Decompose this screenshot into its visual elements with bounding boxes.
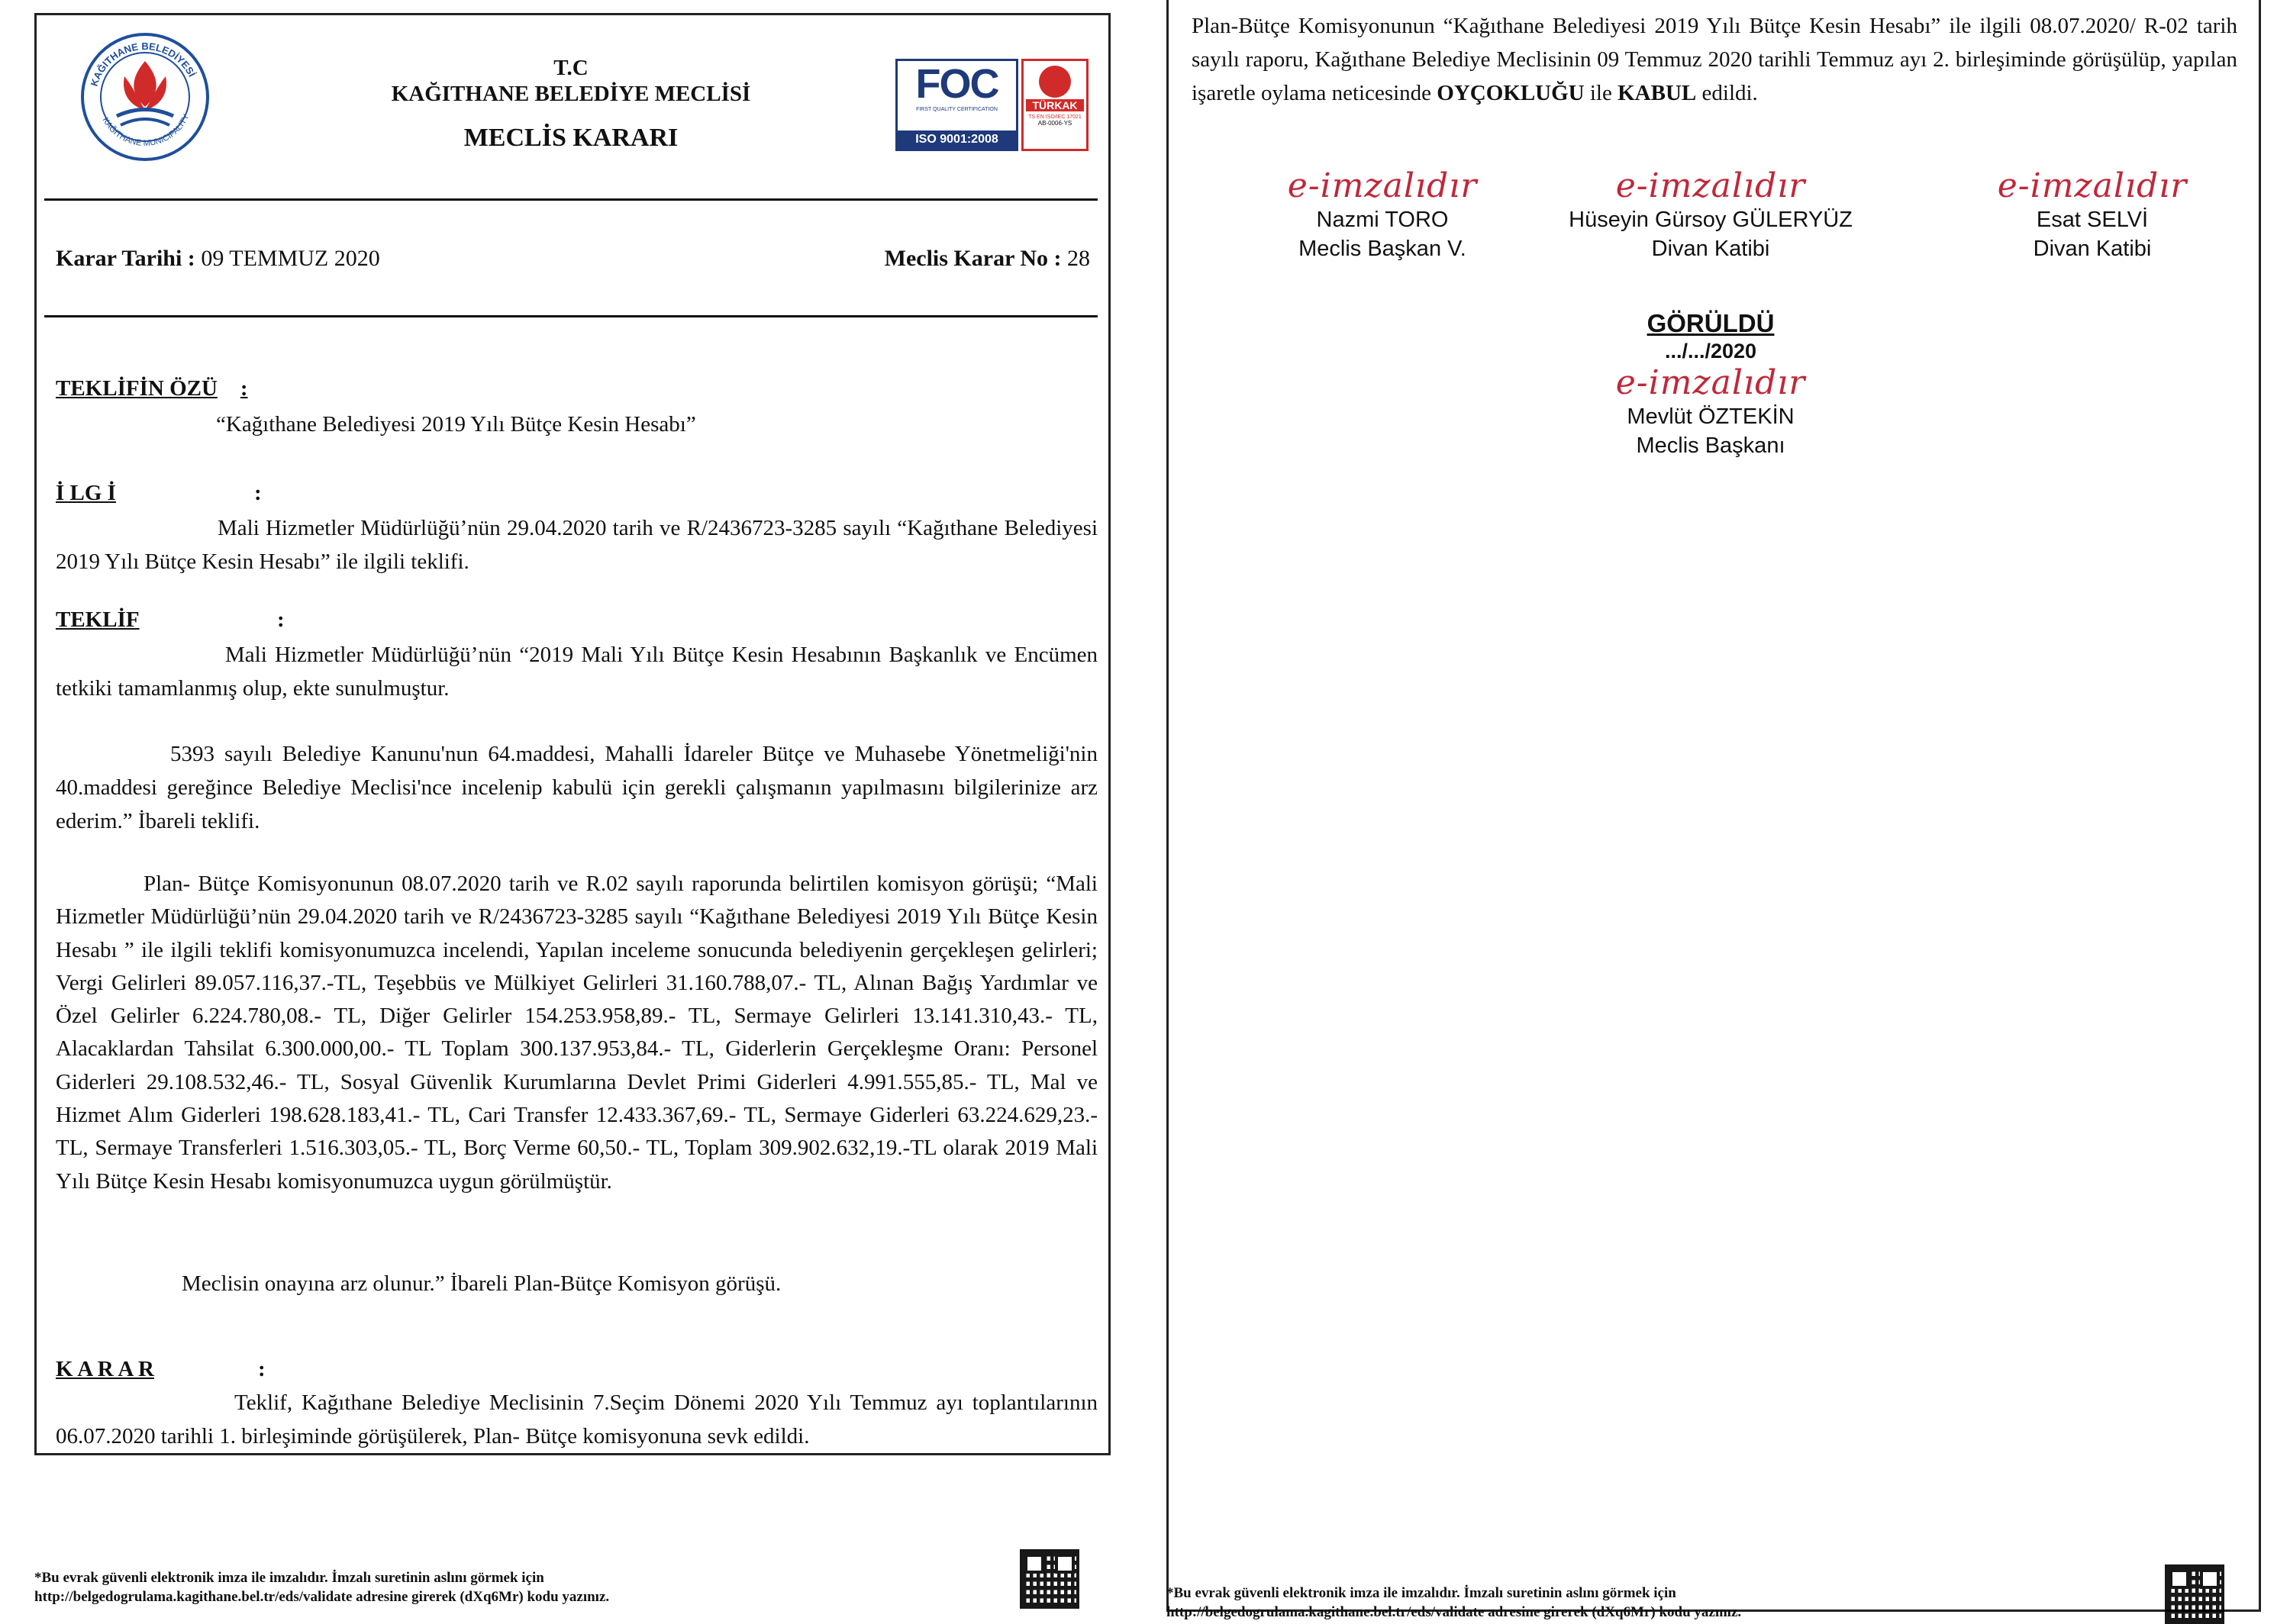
left-footer xyxy=(34,1568,950,1606)
turkak-sub: TS EN ISO/IEC 17021 xyxy=(1028,114,1082,120)
header-block xyxy=(327,55,815,151)
teklif-paragraph-4: Meclisin onayına arz olunur.” İbareli Plan-Bütçe Komisyon görüşü. xyxy=(182,1271,782,1296)
turkak-emblem-icon xyxy=(1039,66,1071,98)
esign-mark: e-imzalıdır xyxy=(1615,166,1806,205)
teklif-heading: TEKLİF : xyxy=(56,607,285,632)
right-footer-line1: *Bu evrak güvenli elektronik imza ile imzalıdır. İmzalı suretinin aslını görmek için xyxy=(1166,1585,1676,1601)
decision-date xyxy=(56,246,380,272)
approval-vote: OYÇOKLUĞU xyxy=(1437,81,1585,105)
decision-number-label: Meclis Karar No : xyxy=(884,246,1062,271)
esign-mark: e-imzalıdır xyxy=(1615,363,1806,402)
left-qr-code-icon xyxy=(1020,1549,1079,1609)
approval-result: KABUL xyxy=(1618,81,1697,105)
signer-2 xyxy=(1535,166,1886,263)
signer-2-role: Divan Katibi xyxy=(1651,237,1770,261)
signer-2-name: Hüseyin Gürsoy GÜLERYÜZ xyxy=(1569,208,1853,232)
foc-logo-text: FOC xyxy=(915,61,998,107)
foc-sub-text: FIRST QUALITY CERTIFICATION xyxy=(916,107,998,112)
ilgi-heading: İ LG İ : xyxy=(56,481,262,505)
decision-date-value: 09 TEMMUZ 2020 xyxy=(195,246,380,271)
left-footer-line1: *Bu evrak güvenli elektronik imza ile imzalıdır. İmzalı suretinin aslını görmek için xyxy=(34,1570,544,1586)
approval-text-mid: ile xyxy=(1584,81,1618,105)
approval-text-end: edildi. xyxy=(1696,81,1758,105)
right-footer-line2: http://belgedogrulama.kagithane.bel.tr/eds/validate adresine girerek (dXq6Mr) kodu yazınız. xyxy=(1166,1604,1742,1620)
header-tc: T.C xyxy=(553,56,589,80)
approval-text-a: Plan-Bütçe Komisyonunun “Kağıthane Belediyesi 2019 Yılı Bütçe Kesin Hesabı” ile ilgili 08.07.2020/ R-02 tarih sayılı raporu, Kağıthane Belediye Meclisinin 09 Temmuz 2020 tarihli Temmuz ayı 2. birleşiminde görüşülüp, yapılan işaretle oylama neticesinde xyxy=(1192,14,2237,105)
signer-3 xyxy=(1978,166,2207,263)
seen-block xyxy=(1596,308,1825,460)
turkak-badge xyxy=(1021,59,1089,151)
approval-paragraph xyxy=(1192,9,2237,110)
municipality-logo xyxy=(79,31,212,164)
iso-label: ISO 9001:2008 xyxy=(898,130,1016,149)
decision-number-value: 28 xyxy=(1061,246,1090,271)
right-qr-code-icon xyxy=(2165,1564,2224,1624)
turkak-label: TÜRKAK xyxy=(1026,99,1084,111)
ilgi-label: İ LG İ xyxy=(56,481,116,505)
karar-heading: K A R A R : xyxy=(56,1357,266,1381)
teklif-paragraph-3: Plan- Bütçe Komisyonunun 08.07.2020 tarih ve R.02 sayılı raporunda belirtilen komisyon görüşü; “Mali Hizmetler Müdürlüğü’nün 29.04.2020 tarih ve R/2436723-3285 sayılı “Kağıthane Belediyesi 2019 Yılı Bütçe Kesin Hesabı ” ile ilgili teklifi komisyonumuzca incelendi, Yapılan inceleme sonucunda belediyenin gerçekleşen gelirleri; Vergi Gelirleri 89.057.116,37.-TL, Teşebbüs ve Mülkiyet Gelirleri 31.160.788,07.- TL, Alınan Bağış Yardımlar ve Özel Gelirler 6.224.780,08.- TL, Diğer Gelirler 154.253.958,89.- TL, Sermaye Gelirleri 13.141.310,43.- TL, Alacaklardan Tahsilat 6.300.000,00.- TL Toplam 300.137.953,84.- TL, Giderlerin Gerçekleşme Oranı: Personel Giderleri 29.108.532,46.- TL, Sosyal Güvenlik Kurumlarına Devlet Primi Giderleri 4.991.555,85.- TL, Mal ve Hizmet Alım Giderleri 198.628.183,41.- TL, Cari Transfer 12.433.367,69.- TL, Sermaye Giderleri 63.224.629,23.- TL, Sermaye Transferleri 1.516.303,05.- TL, Borç Verme 60,50.- TL, Toplam 309.902.632,19.-TL olarak 2019 Mali Yılı Bütçe Kesin Hesabı komisyonumuzca uygun görülmüştür. xyxy=(56,872,1098,1194)
foc-badge xyxy=(895,59,1018,151)
header-divider xyxy=(44,198,1098,201)
header-council: KAĞITHANE BELEDİYE MECLİSİ xyxy=(391,82,751,106)
teklif-paragraph-2: 5393 sayılı Belediye Kanunu'nun 64.maddesi, Mahalli İdareler Bütçe ve Muhasebe Yönetmeliği'nin 40.maddesi gereğince Belediye Meclisi'nce incelenip kabulü için gerekli çalışmanın yapılmasını bilgilerinize arz ederim.” İbareli teklifi. xyxy=(56,742,1098,833)
teklif-label: TEKLİF xyxy=(56,607,140,632)
seen-label: GÖRÜLDÜ xyxy=(1647,309,1775,337)
seen-date: .../.../2020 xyxy=(1664,340,1757,362)
decision-date-label: Karar Tarihi : xyxy=(56,246,195,271)
ozu-label: TEKLİFİN ÖZÜ xyxy=(56,376,218,401)
logo-ring-bottom: KAĞITHANE MUNICIPALITY xyxy=(100,112,192,149)
meta-divider xyxy=(44,315,1098,317)
turkak-code: AB-0006-YS xyxy=(1037,120,1072,127)
signer-1 xyxy=(1268,166,1497,263)
left-footer-line2: http://belgedogrulama.kagithane.bel.tr/eds/validate adresine girerek (dXq6Mr) kodu yazınız. xyxy=(34,1589,610,1605)
signer-1-role: Meclis Başkan V. xyxy=(1298,237,1466,261)
karar-label: K A R A R xyxy=(56,1357,154,1381)
right-page xyxy=(1166,0,2261,1612)
decision-number xyxy=(885,246,1090,272)
signer-1-name: Nazmi TORO xyxy=(1316,208,1449,232)
teklif-paragraph-1: Mali Hizmetler Müdürlüğü’nün “2019 Mali Yılı Bütçe Kesin Hesabının Başkanlık ve Encümen tetkiki tamamlanmış olup, ekte sunulmuştur. xyxy=(56,643,1098,701)
right-footer xyxy=(1166,1584,2082,1622)
karar-text: Teklif, Kağıthane Belediye Meclisinin 7.Seçim Dönemi 2020 Yılı Temmuz ayı toplantılarının 06.07.2020 tarihli 1. birleşiminde görüşülerek, Plan- Bütçe komisyonuna sevk edildi. xyxy=(56,1390,1098,1448)
ozu-text: “Kağıthane Belediyesi 2019 Yılı Bütçe Kesin Hesabı” xyxy=(216,412,696,437)
esign-mark: e-imzalıdır xyxy=(1997,166,2188,205)
signer-3-role: Divan Katibi xyxy=(2033,237,2152,261)
esign-mark: e-imzalıdır xyxy=(1287,166,1478,205)
ozu-heading: TEKLİFİN ÖZÜ : xyxy=(56,376,248,401)
left-page xyxy=(34,13,1111,1455)
page-title: MECLİS KARARI xyxy=(463,124,679,152)
president-name: Mevlüt ÖZTEKİN xyxy=(1627,404,1795,429)
ilgi-text: Mali Hizmetler Müdürlüğü’nün 29.04.2020 tarih ve R/2436723-3285 sayılı “Kağıthane Belediyesi 2019 Yılı Bütçe Kesin Hesabı” ile ilgili teklifi. xyxy=(56,516,1098,574)
logo-ring-top: KAĞITHANE BELEDİYESİ xyxy=(88,40,198,88)
municipality-logo-icon xyxy=(79,31,212,164)
signer-3-name: Esat SELVİ xyxy=(2036,208,2149,232)
president-role: Meclis Başkanı xyxy=(1636,433,1785,458)
